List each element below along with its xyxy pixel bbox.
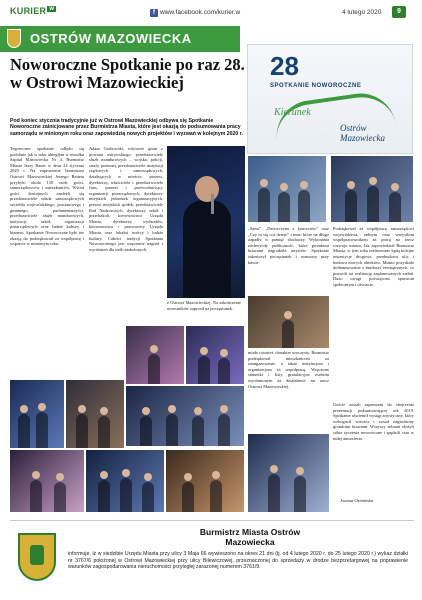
article-column-3: z Ostrowi Mazowieckiej. Na zakończenie uczestników zaprosił na poczęstunek. [167,300,241,311]
speaker-head [195,176,219,202]
microphone-icon [211,194,214,214]
photo-figures [10,411,64,448]
notice-title: Burmistrz Miasta Ostrów Mazowiecka [199,527,301,547]
photo-figures [248,469,329,512]
event-backdrop-photo [247,44,413,154]
facebook-url: www.facebook.com/kurier.w [160,9,241,16]
photo-figures [126,352,184,384]
city-crest-icon [18,533,56,581]
backdrop-word-right: Ostrów Mazowiecka [340,123,385,143]
event-photo [248,434,329,512]
event-photo [86,450,164,512]
logo-text: KURIER [10,6,47,16]
event-photo [248,156,326,222]
facebook-icon: f [150,9,158,17]
event-photo [166,450,244,512]
event-photo [10,450,84,512]
article-column-2: Adam Grabowski, wójtowie gmin z powiatu ostrowskiego, przedstawiciele służb mundurowych – wojska, policji, straży pożarnej, przedstawiciele instytucji rządowych i samorządowych, działających w mieście, prezesi, dyrektorzy, właściciele i przedstawiciele firm, prezesi i przewodniczący organizacji pozarządowych, dyrektorzy miejskich jednostek organizacyjnych, prezesi miejskich spółek, przedstawiciele Rad Nadzorczych, dyrektorzy szkół i przedszkoli, kierownictwo Urzędu Miasta, dyrektorzy wydziałów, kierownictwo i pracownicy Urzędu Miasta oraz lokalni twórcy i ludzie kultury. Całości tradycji Spotkania Noworocznego jest wręczenie nagród i wyróżnień dla osób zasłużonych. [89,146,163,252]
backdrop-subtitle: SPOTKANIE NOWOROCZNE [270,83,362,89]
issue-date: 4 lutego 2020 [342,9,382,16]
event-photo [126,326,184,384]
article-column-7: miało również charakter uroczysty. Burmistrz podziękował mieszkańcom za zaangażowanie, a także instytucjom i organizacjom za współpracę. Wręczono statuetki i listy gratulacyjne osobom wyróżnionym za działalność na rzecz Ostrowi Mazowieckiej. [248,350,329,389]
newspaper-logo [10,6,56,16]
article-byline: Joanna Ozimińska [340,498,374,503]
official-notice [10,520,414,594]
coat-of-arms-icon [7,29,21,48]
article-lead: Pod koniec stycznia tradycyjnie już w Ostrowi Mazowieckiej odbywa się Spotkanie Noworoczne zainicjowane przez Burmistrza Miasta, które jest okazją do podsumowania pracy samorządu w minionym roku oraz zapowiedzią nowych projektów i wyzwań w kolejnym 2020 r. [10,118,243,137]
article-column-4: „Sami”, „Dziewczyna z koncertów” oraz „Czy tu się coś dzieje” i inne, które na długo zapadły w pamięć słuchaczy. Wykonania zachwyciły publiczność, która gromkimi brawami nagrodziła artystów. Spotkanie zakończył poczęstunek i rozmowy przy kawie. [248,226,329,265]
article-column-6: Goście zostali zaproszeni do obejrzenia prezentacji podsumowującej rok 2019. Spotkanie uświetnił występ artystyczny, który wzbogacił wieczór i został nagrodzony gromkimi brawami. Wszyscy zebrani złożyli sobie życzenia noworoczne i spędzili czas w miłej atmosferze. [333,402,414,441]
photo-figures [166,478,244,512]
event-photo [331,156,413,222]
photo-figures [66,411,124,448]
speaker-suit [183,200,231,298]
photo-figures [86,478,164,512]
section-banner [0,26,240,52]
article-headline: Noworoczne Spotkanie po raz 28. w Ostrowi Mazowieckiej [10,55,245,92]
event-photo [126,386,244,446]
logo-suffix: w [49,6,55,12]
backdrop-word-left: Kierunek [274,107,311,118]
photo-figures [10,478,84,512]
event-photo [248,296,329,348]
event-photo [10,380,64,448]
photo-figures [331,186,413,222]
notice-body: informuje, iż w siedzibie Urzędu Miasta przy ulicy 3 Maja 66 wywieszono na okres 21 dni (tj. od 4 lutego 2020 r. do 25 lutego 2020 r.) wykaz działki nr 3767/6 położonej w Ostrowi Mazowieckiej przy ulicy Bilewiczowej, przeznaczonej do sprzedaży w drodze bezprzetargowej na poprawienie warunków zagospodarowania nieruchomości przyległej zarazonej numerem 3761/9. [68,551,408,571]
photo-figures [248,319,329,348]
event-photo [186,326,244,384]
article-column-1: Tegoroczne spotkanie odbyło się podobnie jak w roku ubiegłym w ośrodku Szpital Mazowiecka Nr 4. Burmistrz Miasta Jerzy Bauer w dniu 24 stycznia 2020 r. Na zaproszenie burmistrza Ostrowi Mazowieckiej Jerzego Bauera przybyło około 150 osób: gości, samorządowców i mieszkańców. Wśród gości dostojnych znaleźli się przedstawiciele władz samorządowych szczebla wojewódzkiego, powiatowego i gminnego, parlamentarzyści, przedstawiciele służb mundurowych, instytucji, szkół, organizacji pozarządowych oraz ludzie kultury i biznesu. Spotkanie Noworoczne było też okazją do podziękowań za współpracę i wsparcie w minionym roku. [10,146,84,247]
facebook-link[interactable] [150,9,240,17]
article-column-5: Podziękował za współpracę samorządowi województwa, radnym oraz wszystkim współpracownikom za pracę na rzecz rozwoju miasta. Jak zapowiedział Burmistrz Miasta, w tym roku realizowane będą kolejne inwestycje drogowe, przebudowa ulic i budowa nowych obiektów. Miasto pozyskało dofinansowanie z funduszy zewnętrznych, co pozwoli na realizację zaplanowanych zadań. Dużo uwagi poświęcono sprawom społecznym i oświacie. [333,226,414,287]
speaker-photo [167,146,245,298]
photo-figures [126,413,244,446]
top-header [0,0,422,26]
backdrop-number: 28 [270,51,299,81]
photo-figures [248,186,326,222]
photo-figures [186,352,244,384]
event-photo [66,380,124,448]
section-title: OSTRÓW MAZOWIECKA [30,31,192,46]
page-number: 9 [392,6,406,18]
